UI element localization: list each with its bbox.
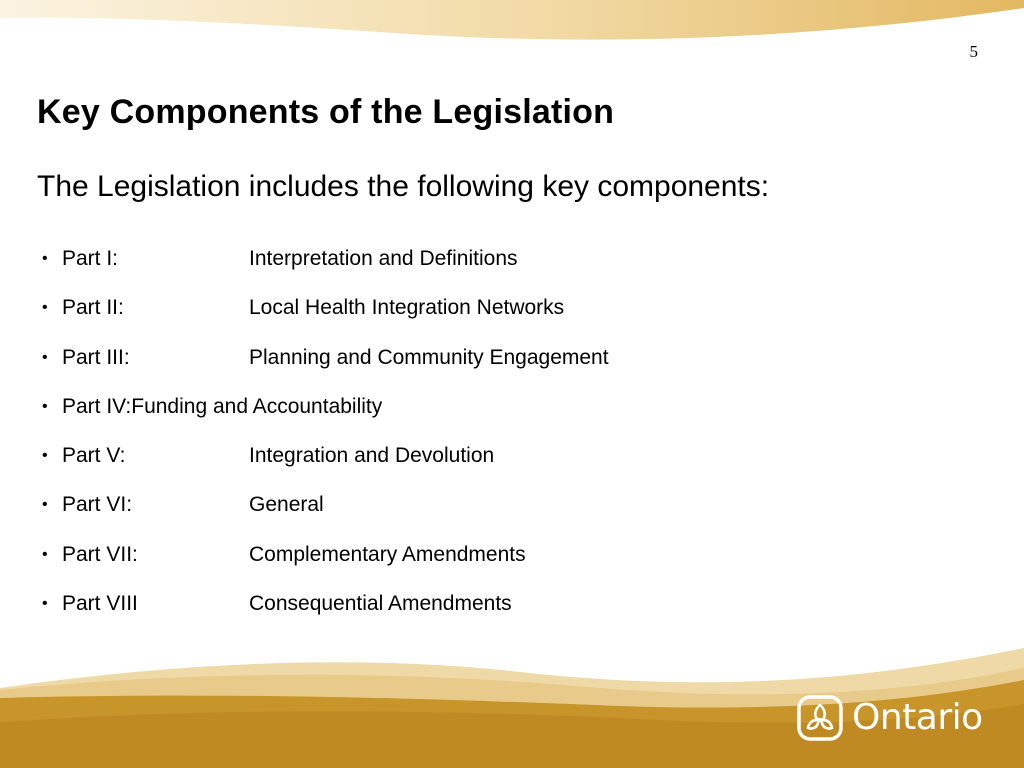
part-label: Part IV: xyxy=(62,394,132,418)
part-description: Interpretation and Definitions xyxy=(249,247,518,270)
page-title: Key Components of the Legislation xyxy=(37,93,615,131)
part-description: Complementary Amendments xyxy=(249,542,526,566)
bullet: • xyxy=(42,545,48,563)
ontario-trillium-icon xyxy=(796,694,844,742)
part-label: Part I: xyxy=(62,247,119,270)
bullet: • xyxy=(42,250,48,267)
top-wave-decoration xyxy=(0,0,1024,60)
part-label: Part III: xyxy=(62,345,130,369)
bullet: • xyxy=(42,447,48,465)
ontario-wordmark: Ontario xyxy=(852,697,983,738)
part-description: Planning and Community Engagement xyxy=(249,345,609,369)
intro-text: The Legislation includes the following key components: xyxy=(37,170,770,203)
part-label: Part II: xyxy=(62,296,124,320)
bullet: • xyxy=(42,496,48,514)
part-description: Funding and Accountability xyxy=(131,394,383,418)
bullet: • xyxy=(42,299,48,317)
part-label: Part VII: xyxy=(62,542,138,566)
bullet: • xyxy=(42,348,48,366)
part-label: Part VI: xyxy=(62,493,133,517)
part-label: Part V: xyxy=(62,444,126,468)
bullet: • xyxy=(42,397,48,415)
part-description: Integration and Devolution xyxy=(249,444,495,468)
part-label: Part VIII xyxy=(62,592,138,616)
bullet: • xyxy=(42,595,48,613)
part-description: General xyxy=(249,493,324,517)
page-number: 5 xyxy=(969,42,978,61)
part-description: Consequential Amendments xyxy=(249,592,512,616)
part-description: Local Health Integration Networks xyxy=(249,296,565,320)
ontario-logo xyxy=(796,693,983,743)
part-line xyxy=(62,393,382,421)
